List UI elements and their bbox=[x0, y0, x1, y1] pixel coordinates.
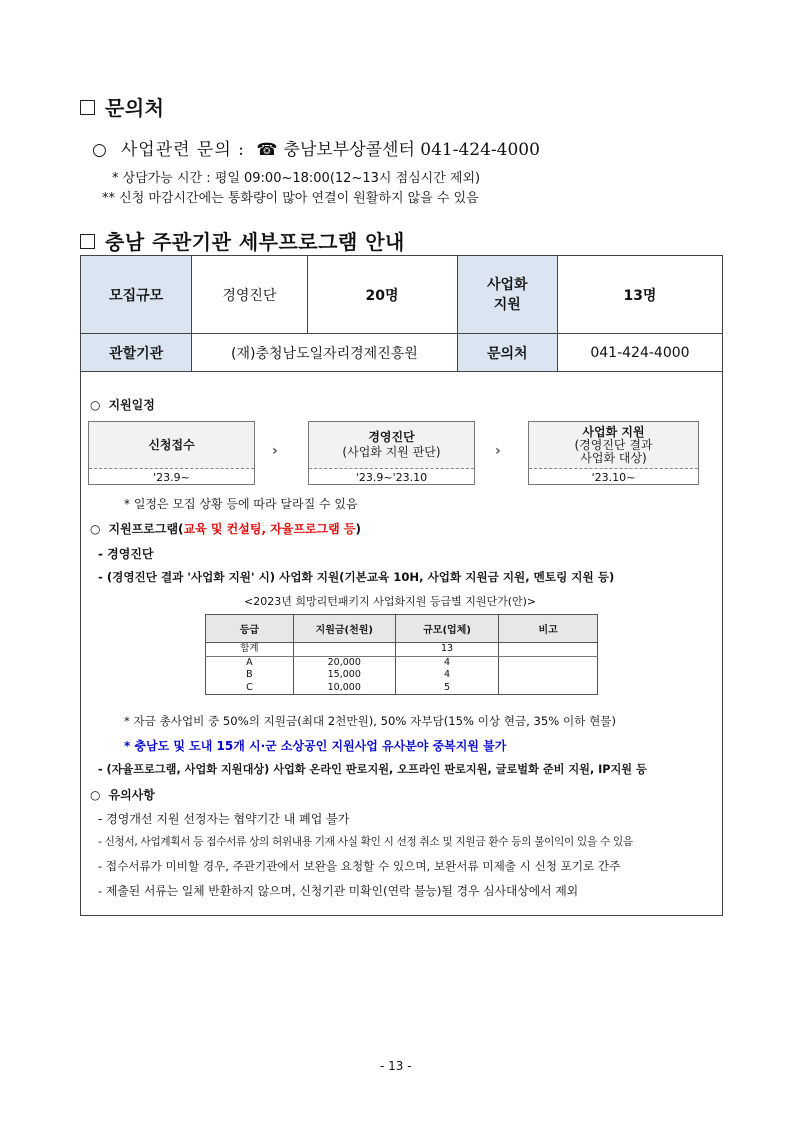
table-cell: 20,000 bbox=[293, 656, 395, 669]
step-top bbox=[529, 422, 698, 469]
contact-note: ** 신청 마감시간에는 통화량이 많아 연결이 원활하지 않을 수 있음 bbox=[102, 191, 479, 206]
step-date: '23.9~ bbox=[153, 471, 190, 484]
grade-table-header: 등급 bbox=[206, 615, 294, 643]
caution-heading-text: 유의사항 bbox=[108, 788, 155, 802]
info-cell-header: 관할기관 bbox=[81, 334, 192, 372]
support-heading-highlight: 교육 및 컨설팅, 자율프로그램 등 bbox=[183, 522, 356, 536]
table-cell: 13 bbox=[395, 643, 499, 657]
program-title-text: 충남 주관기관 세부프로그램 안내 bbox=[105, 230, 405, 254]
table-cell bbox=[499, 682, 598, 695]
info-cell: (재)충청남도일자리경제진흥원 bbox=[192, 334, 457, 372]
step-date: '23.9~'23.10 bbox=[355, 471, 428, 484]
table-row bbox=[206, 682, 598, 695]
circle-bullet-icon: ○ bbox=[90, 788, 101, 802]
table-row bbox=[206, 643, 598, 657]
caution-item: - 접수서류가 미비할 경우, 주관기관에서 보완을 요청할 수 있으며, 보완서류 미제출 시 신청 포기로 간주 bbox=[98, 859, 621, 873]
info-cell-header: 문의처 bbox=[457, 334, 557, 372]
table-cell bbox=[499, 643, 598, 657]
arrow-right-icon: › bbox=[495, 443, 501, 459]
info-cell: 041-424-4000 bbox=[557, 334, 722, 372]
info-cell: 경영진단 bbox=[192, 256, 307, 334]
circle-bullet-icon: ○ bbox=[90, 522, 101, 536]
schedule-step-2 bbox=[308, 421, 475, 485]
fund-note: * 자금 총사업비 중 50%의 지원금(최대 2천만원), 50% 자부담(15% 이상 현금, 35% 이하 현물) bbox=[124, 714, 617, 728]
duplicate-support-note: * 충남도 및 도내 15개 시·군 소상공인 지원사업 유사분야 중복지원 불가 bbox=[124, 739, 507, 753]
step-sub: (경영진단 결과 사업화 대상) bbox=[574, 437, 653, 465]
caution-item: - 신청서, 사업계획서 등 접수서류 상의 허위내용 기재 사실 확인 시 선정 취소 및 지원금 환수 등의 불이익이 있을 수 있음 bbox=[98, 836, 633, 848]
support-heading-suffix: ) bbox=[355, 522, 361, 536]
contact-section-title bbox=[80, 92, 164, 121]
grade-table-header: 규모(업체) bbox=[395, 615, 499, 643]
table-cell: 5 bbox=[395, 682, 499, 695]
support-heading-prefix: 지원프로그램( bbox=[108, 522, 184, 536]
schedule-step-1 bbox=[88, 421, 255, 485]
program-section-title bbox=[80, 226, 405, 255]
arrow-right-icon: › bbox=[272, 443, 278, 459]
support-diagnosis: - 경영진단 bbox=[98, 547, 154, 561]
step-date: '23.10~ bbox=[591, 471, 636, 484]
table-cell: 10,000 bbox=[293, 682, 395, 695]
table-cell: 4 bbox=[395, 669, 499, 682]
step-title: 신청접수 bbox=[89, 422, 254, 469]
checkbox-square-icon bbox=[80, 100, 95, 115]
contact-center: 충남보부상콜센터 041-424-4000 bbox=[283, 140, 540, 160]
grade-table-caption: <2023년 희망리턴패키지 사업화지원 등급별 지원단가(안)> bbox=[244, 595, 537, 608]
caution-heading bbox=[90, 786, 155, 803]
self-program-line: - (자율프로그램, 사업화 지원대상) 사업화 온라인 판로지원, 오프라인 판로지원, 글로벌화 준비 지원, IP지원 등 bbox=[98, 763, 647, 776]
circle-bullet-icon: ○ bbox=[90, 398, 101, 412]
info-cell: 13명 bbox=[557, 256, 722, 334]
table-row bbox=[206, 669, 598, 682]
schedule-heading bbox=[90, 396, 155, 413]
table-cell bbox=[499, 656, 598, 669]
table-cell: 15,000 bbox=[293, 669, 395, 682]
schedule-heading-text: 지원일정 bbox=[108, 398, 155, 412]
schedule-step-3 bbox=[528, 421, 699, 485]
grade-table-header: 비고 bbox=[499, 615, 598, 643]
support-heading bbox=[90, 520, 361, 537]
table-row bbox=[206, 656, 598, 669]
grade-table bbox=[205, 614, 598, 695]
step-title: 경영진단 bbox=[368, 430, 415, 444]
step-title: 사업화 지원 bbox=[582, 424, 645, 439]
table-cell bbox=[293, 643, 395, 657]
info-cell: 20명 bbox=[307, 256, 457, 334]
schedule-note: * 일정은 모집 상황 등에 따라 달라질 수 있음 bbox=[124, 497, 358, 511]
checkbox-square-icon bbox=[80, 234, 95, 249]
contact-label: 사업관련 문의 : bbox=[120, 140, 245, 160]
table-cell: C bbox=[206, 682, 294, 695]
table-cell: 4 bbox=[395, 656, 499, 669]
info-cell-header: 사업화 지원 bbox=[457, 256, 557, 334]
contact-title-text: 문의처 bbox=[105, 96, 165, 120]
support-commercial: - (경영진단 결과 '사업화 지원' 시) 사업화 지원(기본교육 10H, 사업화 지원금 지원, 멘토링 지원 등) bbox=[98, 570, 615, 584]
contact-line bbox=[92, 135, 540, 160]
phone-icon: ☎ bbox=[256, 140, 278, 160]
caution-item: - 경영개선 지원 선정자는 협약기간 내 폐업 불가 bbox=[98, 812, 350, 826]
info-table bbox=[80, 255, 723, 372]
caution-item: - 제출된 서류는 일체 반환하지 않으며, 신청기관 미확인(연락 불능)될 경우 심사대상에서 제외 bbox=[98, 884, 579, 898]
step-sub: (사업화 지원 판단) bbox=[342, 445, 441, 459]
table-cell bbox=[499, 669, 598, 682]
page-number: - 13 - bbox=[380, 1059, 412, 1073]
table-cell: 합계 bbox=[206, 643, 294, 657]
circle-bullet-icon: ○ bbox=[92, 140, 107, 160]
step-top bbox=[309, 422, 474, 469]
table-cell: B bbox=[206, 669, 294, 682]
info-cell-header: 모집규모 bbox=[81, 256, 192, 334]
table-cell: A bbox=[206, 656, 294, 669]
grade-table-header: 지원금(천원) bbox=[293, 615, 395, 643]
contact-hours: * 상담가능 시간 : 평일 09:00~18:00(12~13시 점심시간 제외) bbox=[112, 171, 481, 186]
